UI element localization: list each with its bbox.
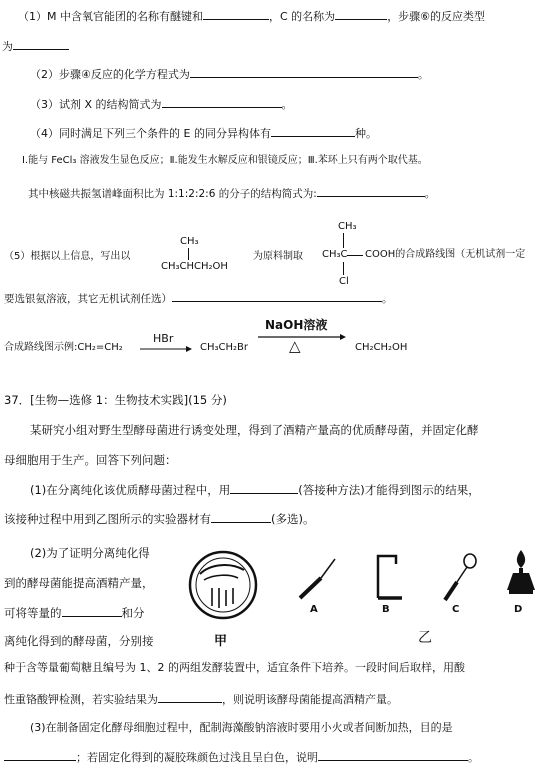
q5-mol2-right: COOH的合成路线图（无机试剂一定 <box>365 249 526 260</box>
q1-text-4: 为 <box>2 40 13 53</box>
q4-blank-1[interactable] <box>271 124 355 137</box>
q4-text-2: 种。 <box>354 127 377 140</box>
q5-line2 <box>4 289 393 307</box>
q4-conditions: Ⅰ.能与 FeCl₃ 溶液发生显色反应；Ⅱ.能发生水解反应和银镜反应；Ⅲ.苯环上只有两个取代基。 <box>22 155 428 166</box>
q3-blank[interactable] <box>162 95 282 108</box>
q4-nmr-text: 其中核磁共振氢谱峰面积比为 1:1:2:2:6 的分子的结构简式为: <box>28 188 317 200</box>
q37-s3-text-c: 。 <box>468 751 479 764</box>
q1-blank-1[interactable] <box>203 7 269 20</box>
q37-s1-blank-1[interactable] <box>230 481 298 494</box>
q5-mol2-ch3: CH₃ <box>338 221 357 232</box>
q37-title: 37．[生物—选修 1：生物技术实践](15 分) <box>4 393 227 407</box>
q5-mol1-bond <box>188 248 189 260</box>
q1-text-1: （1）M 中含氧官能团的名称有醚键和 <box>18 10 203 23</box>
route-arrow-2 <box>258 333 346 341</box>
route-product-1: CH₃CH₂Br <box>200 342 248 353</box>
q37-s1-text-3: 该接种过程中用到乙图所示的实验器材有 <box>4 512 211 526</box>
q37-s1-text-4: (多选)。 <box>271 512 315 526</box>
q1-blank-3[interactable] <box>13 37 69 50</box>
figure-jia-label: 甲 <box>214 634 228 649</box>
q2-blank[interactable] <box>190 65 418 78</box>
q4-text-1: （4）同时满足下列三个条件的 E 的同分异构体有 <box>30 127 271 140</box>
q37-s2-line1: (2)为了证明分离纯化得 <box>30 546 150 560</box>
q2-line <box>30 65 429 83</box>
q1-blank-2[interactable] <box>335 7 387 20</box>
q1-line2 <box>2 37 69 55</box>
q37-s1-blank-2[interactable] <box>211 510 271 523</box>
route-reagent-2: NaOH溶液 <box>265 318 328 332</box>
q5-mol1-ch3: CH₃ <box>180 236 199 247</box>
q37-s2-blank-1[interactable] <box>62 604 122 617</box>
q3-text-1: （3）试剂 X 的结构简式为 <box>30 98 162 111</box>
route-heat-symbol: △ <box>289 337 301 355</box>
route-arrow-1 <box>140 345 192 353</box>
q37-s3-blank-1[interactable] <box>4 748 76 761</box>
q37-s2-text-g: 性重铬酸钾检测，若实验结果为 <box>4 693 158 706</box>
tool-label-c: C <box>452 604 460 615</box>
tool-label-d: D <box>514 604 523 615</box>
tool-label-a: A <box>310 604 318 615</box>
q37-s3-blank-2[interactable] <box>318 748 468 761</box>
q37-s3-line1: (3)在制备固定化酵母细胞过程中，配制海藻酸钠溶液时要用小火或者间断加热，目的是 <box>30 721 453 734</box>
q5-mol2-cl: Cl <box>339 276 349 287</box>
tool-label-b: B <box>382 604 390 615</box>
q5-text-1: （5）根据以上信息，写出以 <box>4 251 131 262</box>
q1-text-2: ，C 的名称为 <box>269 10 336 23</box>
q4-nmr-end: 。 <box>424 188 436 200</box>
inoculating-loop-icon <box>440 552 480 604</box>
q37-s2-line6 <box>4 690 398 708</box>
q37-s1-line2 <box>4 510 314 527</box>
q1-text-3: ，步骤⑥的反应类型 <box>387 10 486 23</box>
q37-s3-line2 <box>4 748 479 766</box>
q37-s1-line1 <box>30 481 480 498</box>
q5-blank[interactable] <box>172 289 382 302</box>
q5-text-3: 要选银氨溶液，其它无机试剂任选） <box>4 293 172 305</box>
route-example: 合成路线图示例:CH₂=CH₂ <box>4 342 123 353</box>
route-reagent-1: HBr <box>153 332 174 345</box>
q2-text-1: （2）步骤④反应的化学方程式为 <box>30 68 190 81</box>
q5-mol2-bond-bottom <box>343 262 344 275</box>
q37-intro-2: 母细胞用于生产。回答下列问题： <box>4 453 177 467</box>
route-product-2: CH₂CH₂OH <box>355 342 408 353</box>
q4-blank-2[interactable] <box>317 184 425 197</box>
q37-s2-text-c: 可将等量的 <box>4 606 62 620</box>
q5-mol2-bond-right <box>347 255 363 256</box>
q5-text-2: 为原料制取 <box>253 251 303 262</box>
q5-mol2-bond-top <box>343 233 344 248</box>
q37-s1-text-2: (答接种方法)才能得到图示的结果， <box>298 483 480 497</box>
q2-text-2: 。 <box>417 68 429 81</box>
q37-s2-line3 <box>4 604 145 621</box>
q37-s2-line5: 种于含等量葡萄糖且编号为 1、2 的两组发酵装置中，适宜条件下培养。一段时间后取样，用酸 <box>4 661 465 674</box>
alcohol-lamp-icon <box>504 548 538 596</box>
q4-line3 <box>28 184 435 202</box>
q5-mol2-left: CH₃C <box>322 249 348 260</box>
q3-text-2: 。 <box>281 98 293 111</box>
q3-line <box>30 95 293 113</box>
q37-s2-text-d: 和分 <box>121 606 145 620</box>
q4-line1 <box>30 124 377 142</box>
q1-line1 <box>18 7 485 25</box>
q37-s2-blank-2[interactable] <box>158 690 222 703</box>
q37-s2-line4: 离纯化得到的酵母菌，分别接 <box>4 634 154 648</box>
spreader-icon <box>372 552 406 602</box>
inoculating-needle-icon <box>295 556 339 600</box>
q5-text-4: 。 <box>382 293 393 305</box>
q37-s2-text-h: ，则说明该酵母菌能提高酒精产量。 <box>222 693 398 706</box>
q5-mol1-main: CH₃CHCH₂OH <box>161 261 228 272</box>
q37-intro-1: 某研究小组对野生型酵母菌进行诱变处理，得到了酒精产量高的优质酵母菌，并固定化酵 <box>30 423 479 437</box>
q37-s2-line2: 到的酵母菌能提高酒精产量， <box>4 576 154 590</box>
q37-s3-text-b: ；若固定化得到的凝胶珠颜色过浅且呈白色，说明 <box>76 751 318 764</box>
figure-yi-label: 乙 <box>418 630 432 646</box>
petri-dish-figure <box>186 548 260 622</box>
q37-s1-text-1: (1)在分离纯化该优质酵母菌过程中，用 <box>30 483 231 497</box>
